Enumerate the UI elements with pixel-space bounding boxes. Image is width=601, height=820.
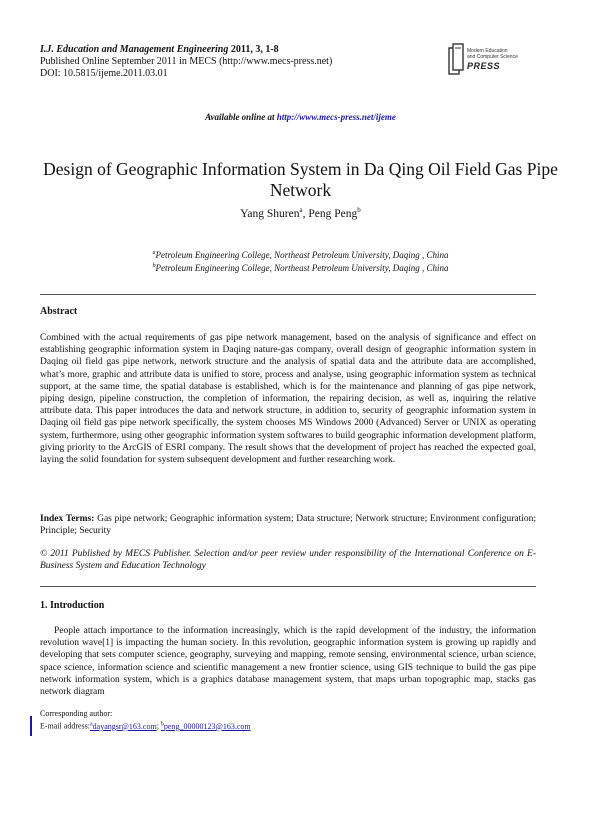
- email-address: peng_00000123@163.com: [163, 721, 251, 731]
- section-body: People attach importance to the information increasingly, which is the rapid development of the industry, the information revolution wave[1] is impacting the human society. In this revolution, geographic information system is growing up rapidly and developing that sets computer science, geography, surveying and mapping, remote sensing, environmental science, urban science, space science, information science and scientific management a new frontier science, using GIS technique to build the gas pipe network information system, which is a graphics database management system, that maps urban topographic map, stacks gas network diagram: [40, 626, 536, 698]
- journal-header: [40, 44, 332, 80]
- journal-volume: 2011, 3, 1-8: [228, 44, 279, 55]
- abstract-heading: Abstract: [40, 306, 78, 317]
- email-prefix: E-mail address:: [40, 721, 90, 731]
- index-terms-list: Gas pipe network; Geographic information system; Data structure; Network structure; Environment configuration; Principle; Security: [40, 514, 537, 537]
- published-line: Published Online September 2011 in MECS (http://www.mecs-press.net): [40, 56, 333, 67]
- footnote: [40, 709, 251, 732]
- authors: [0, 206, 601, 220]
- author-sup: a: [299, 206, 303, 214]
- journal-link[interactable]: http://www.mecs-press.net/ijeme: [276, 112, 396, 122]
- paper-title: Design of Geographic Information System in Da Qing Oil Field Gas Pipe Network: [43, 159, 558, 200]
- author-separator: ,: [302, 207, 309, 220]
- author-sup: b: [357, 206, 361, 214]
- index-terms-label: Index Terms:: [40, 514, 95, 524]
- abstract-body: Combined with the actual requirements of gas pipe network management, based on the analysis of significance and effect on establishing geographic information system in Daqing nature-gas company, overall design of geographic information system in Daqing oil field gas pipe network, network structure and the analysis of spatial data and the attribute data are accomplished, what’s more, graphic and attribute data is unified to store, process and analyse, using geographic information system as technical support, at the same time, the spatial database is established, which is for the maintenance and planning of gas pipe network, piping design, pipeline construction, the completion of information, the repairing decision, as well as, inquiring the relative attribute data. This paper introduces the data and network structure, in addition to, security of geographic information system in Daqing oil field gas pipe network specifically, the system chooses MS Windows 2000 (Advanced) Server or UNIX as operating system, furthermore, using other geographic information system softwares to build geographic information development platform, giving priority to the ArcGIS of ESRI company. The result shows that the development of project has reached the expected goal, laying the solid foundation for system subsequent development and further researching work.: [40, 333, 536, 466]
- affiliation: [0, 261, 601, 274]
- divider: [40, 586, 536, 587]
- affiliation-text: Petroleum Engineering College, Northeast Petroleum University, Daqing , China: [155, 250, 449, 260]
- journal-name: I.J. Education and Management Engineering: [40, 44, 229, 55]
- index-terms: [40, 513, 536, 537]
- change-bar: [30, 716, 32, 736]
- author-name: Peng Peng: [308, 207, 358, 220]
- affiliation-sup: a: [152, 250, 156, 256]
- email-link-a[interactable]: [90, 722, 157, 731]
- logo-text: [467, 48, 518, 60]
- email-sup: b: [160, 721, 164, 727]
- available-online: [0, 112, 601, 122]
- book-icon: [447, 42, 467, 76]
- footnote-email: [40, 719, 251, 732]
- logo-press: PRESS: [467, 61, 501, 71]
- affiliation-sup: b: [152, 263, 156, 269]
- footnote-label: Corresponding author:: [40, 709, 113, 718]
- doi-line: DOI: 10.5815/ijeme.2011.03.01: [40, 68, 168, 79]
- section-heading: 1. Introduction: [40, 600, 105, 611]
- email-separator: ;: [156, 721, 161, 731]
- author-name: Yang Shuren: [240, 207, 300, 220]
- logo-line1: Modern Education: [467, 48, 508, 54]
- email-address: dayangsr@163.com: [92, 721, 157, 731]
- affiliation-text: Petroleum Engineering College, Northeast Petroleum University, Daqing , China: [155, 263, 449, 273]
- available-prefix: Available online at: [205, 112, 277, 122]
- journal-title-line: [40, 44, 332, 56]
- affiliations: [0, 248, 601, 274]
- affiliation: [0, 248, 601, 261]
- publisher-logo: [447, 40, 557, 80]
- divider: [40, 294, 536, 295]
- copyright-notice: © 2011 Published by MECS Publisher. Selection and/or peer review under responsibility of the International Conference on E-Business System and Education Technology: [40, 549, 536, 572]
- logo-line2: and Computer Science: [467, 54, 518, 60]
- email-link-b[interactable]: [161, 722, 251, 731]
- email-sup: a: [89, 721, 93, 727]
